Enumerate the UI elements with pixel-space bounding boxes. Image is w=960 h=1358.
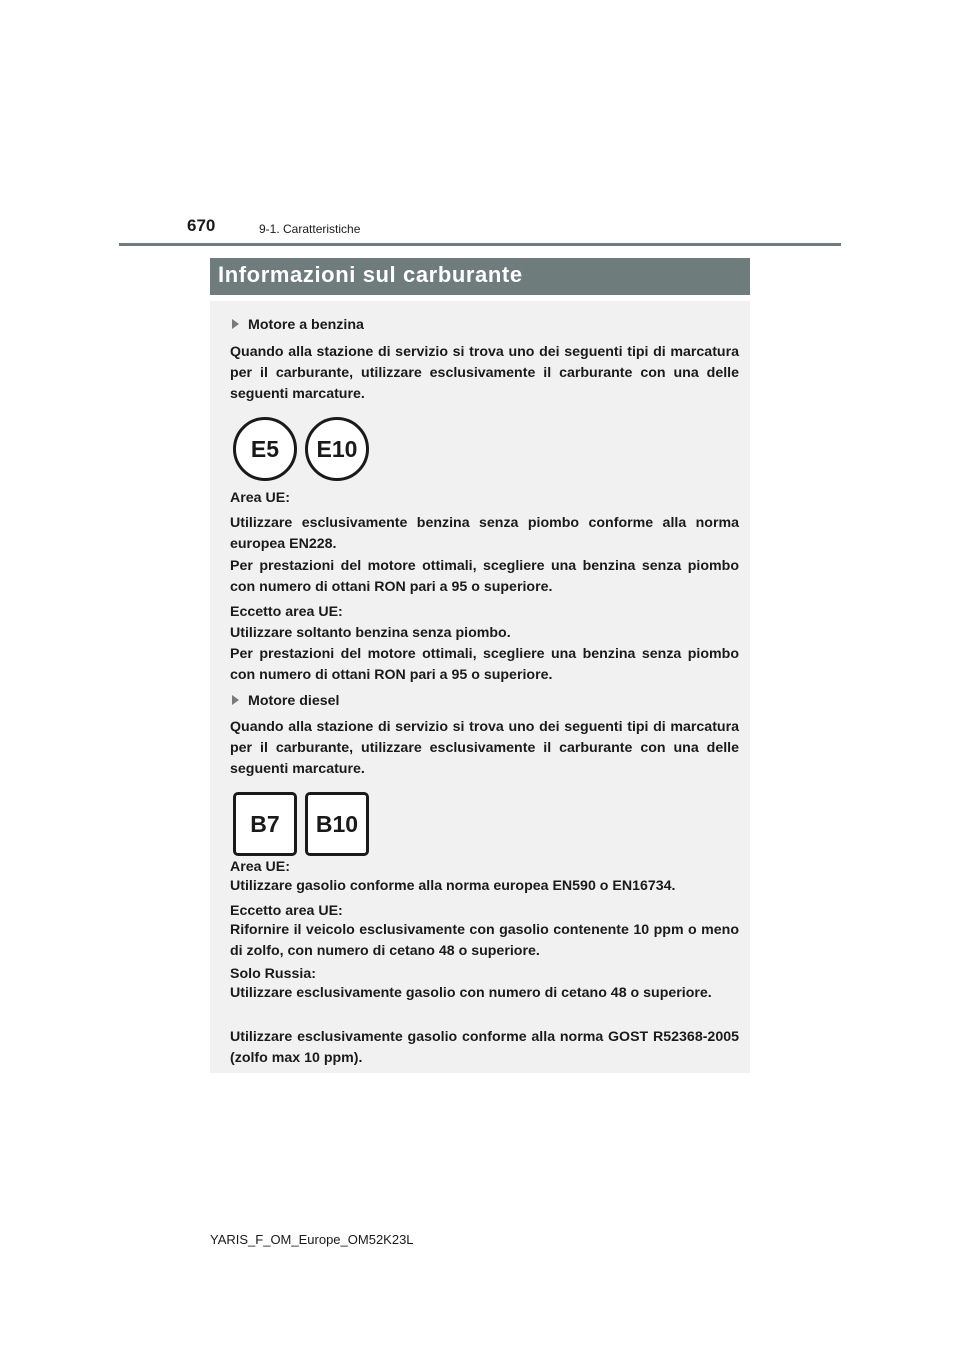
diesel-heading: Motore diesel: [232, 691, 339, 712]
diesel-russia-text: Utilizzare esclusivamente gasolio con numero di cetano 48 o superiore.: [230, 985, 712, 1001]
fuel-label-e10: E10: [305, 417, 369, 481]
fuel-label-b10: B10: [305, 792, 369, 856]
diesel-russia-text2: Utilizzare esclusivamente gasolio conforme alla norma GOST R52368-2005 (zolfo max 10 ppm).: [230, 1029, 739, 1066]
section-label: 9-1. Caratteristiche: [259, 222, 361, 236]
petrol-heading: Motore a benzina: [232, 315, 364, 336]
triangle-bullet-icon: [232, 695, 239, 705]
page-title: Informazioni sul carburante: [210, 258, 750, 295]
diesel-non-eu-label: Eccetto area UE:: [230, 903, 343, 919]
petrol-eu-label: Area UE:: [230, 490, 290, 506]
diesel-eu-text: Utilizzare gasolio conforme alla norma europea EN590 o EN16734.: [230, 878, 676, 894]
diesel-russia-label: Solo Russia:: [230, 966, 316, 982]
diesel-non-eu-text: Rifornire il veicolo esclusivamente con gasolio contenente 10 ppm o meno di zolfo, con numero di cetano 48 o superiore.: [230, 922, 739, 959]
petrol-eu-text2: Per prestazioni del motore ottimali, scegliere una benzina senza piombo con numero di ottani RON pari a 95 o superiore.: [230, 558, 739, 595]
petrol-non-eu-text: Utilizzare soltanto benzina senza piombo.: [230, 625, 511, 641]
petrol-non-eu-label: Eccetto area UE:: [230, 604, 343, 620]
page-number: 670: [187, 216, 216, 235]
petrol-eu-text: Utilizzare esclusivamente benzina senza piombo conforme alla norma europea EN228.: [230, 515, 739, 552]
fuel-label-e5: E5: [233, 417, 297, 481]
document-code: YARIS_F_OM_Europe_OM52K23L: [210, 1232, 414, 1247]
diesel-intro: Quando alla stazione di servizio si trova uno dei seguenti tipi di marcatura per il carburante, utilizzare esclusivamente il carburante con una delle seguenti marcature.: [230, 719, 739, 777]
diesel-eu-label: Area UE:: [230, 859, 290, 875]
fuel-label-b7: B7: [233, 792, 297, 856]
petrol-intro: Quando alla stazione di servizio si trova uno dei seguenti tipi di marcatura per il carburante, utilizzare esclusivamente il carburante con una delle seguenti marcature.: [230, 344, 739, 402]
triangle-bullet-icon: [232, 319, 239, 329]
petrol-non-eu-text2: Per prestazioni del motore ottimali, scegliere una benzina senza piombo con numero di ottani RON pari a 95 o superiore.: [230, 646, 739, 683]
header-rule: [119, 243, 841, 246]
